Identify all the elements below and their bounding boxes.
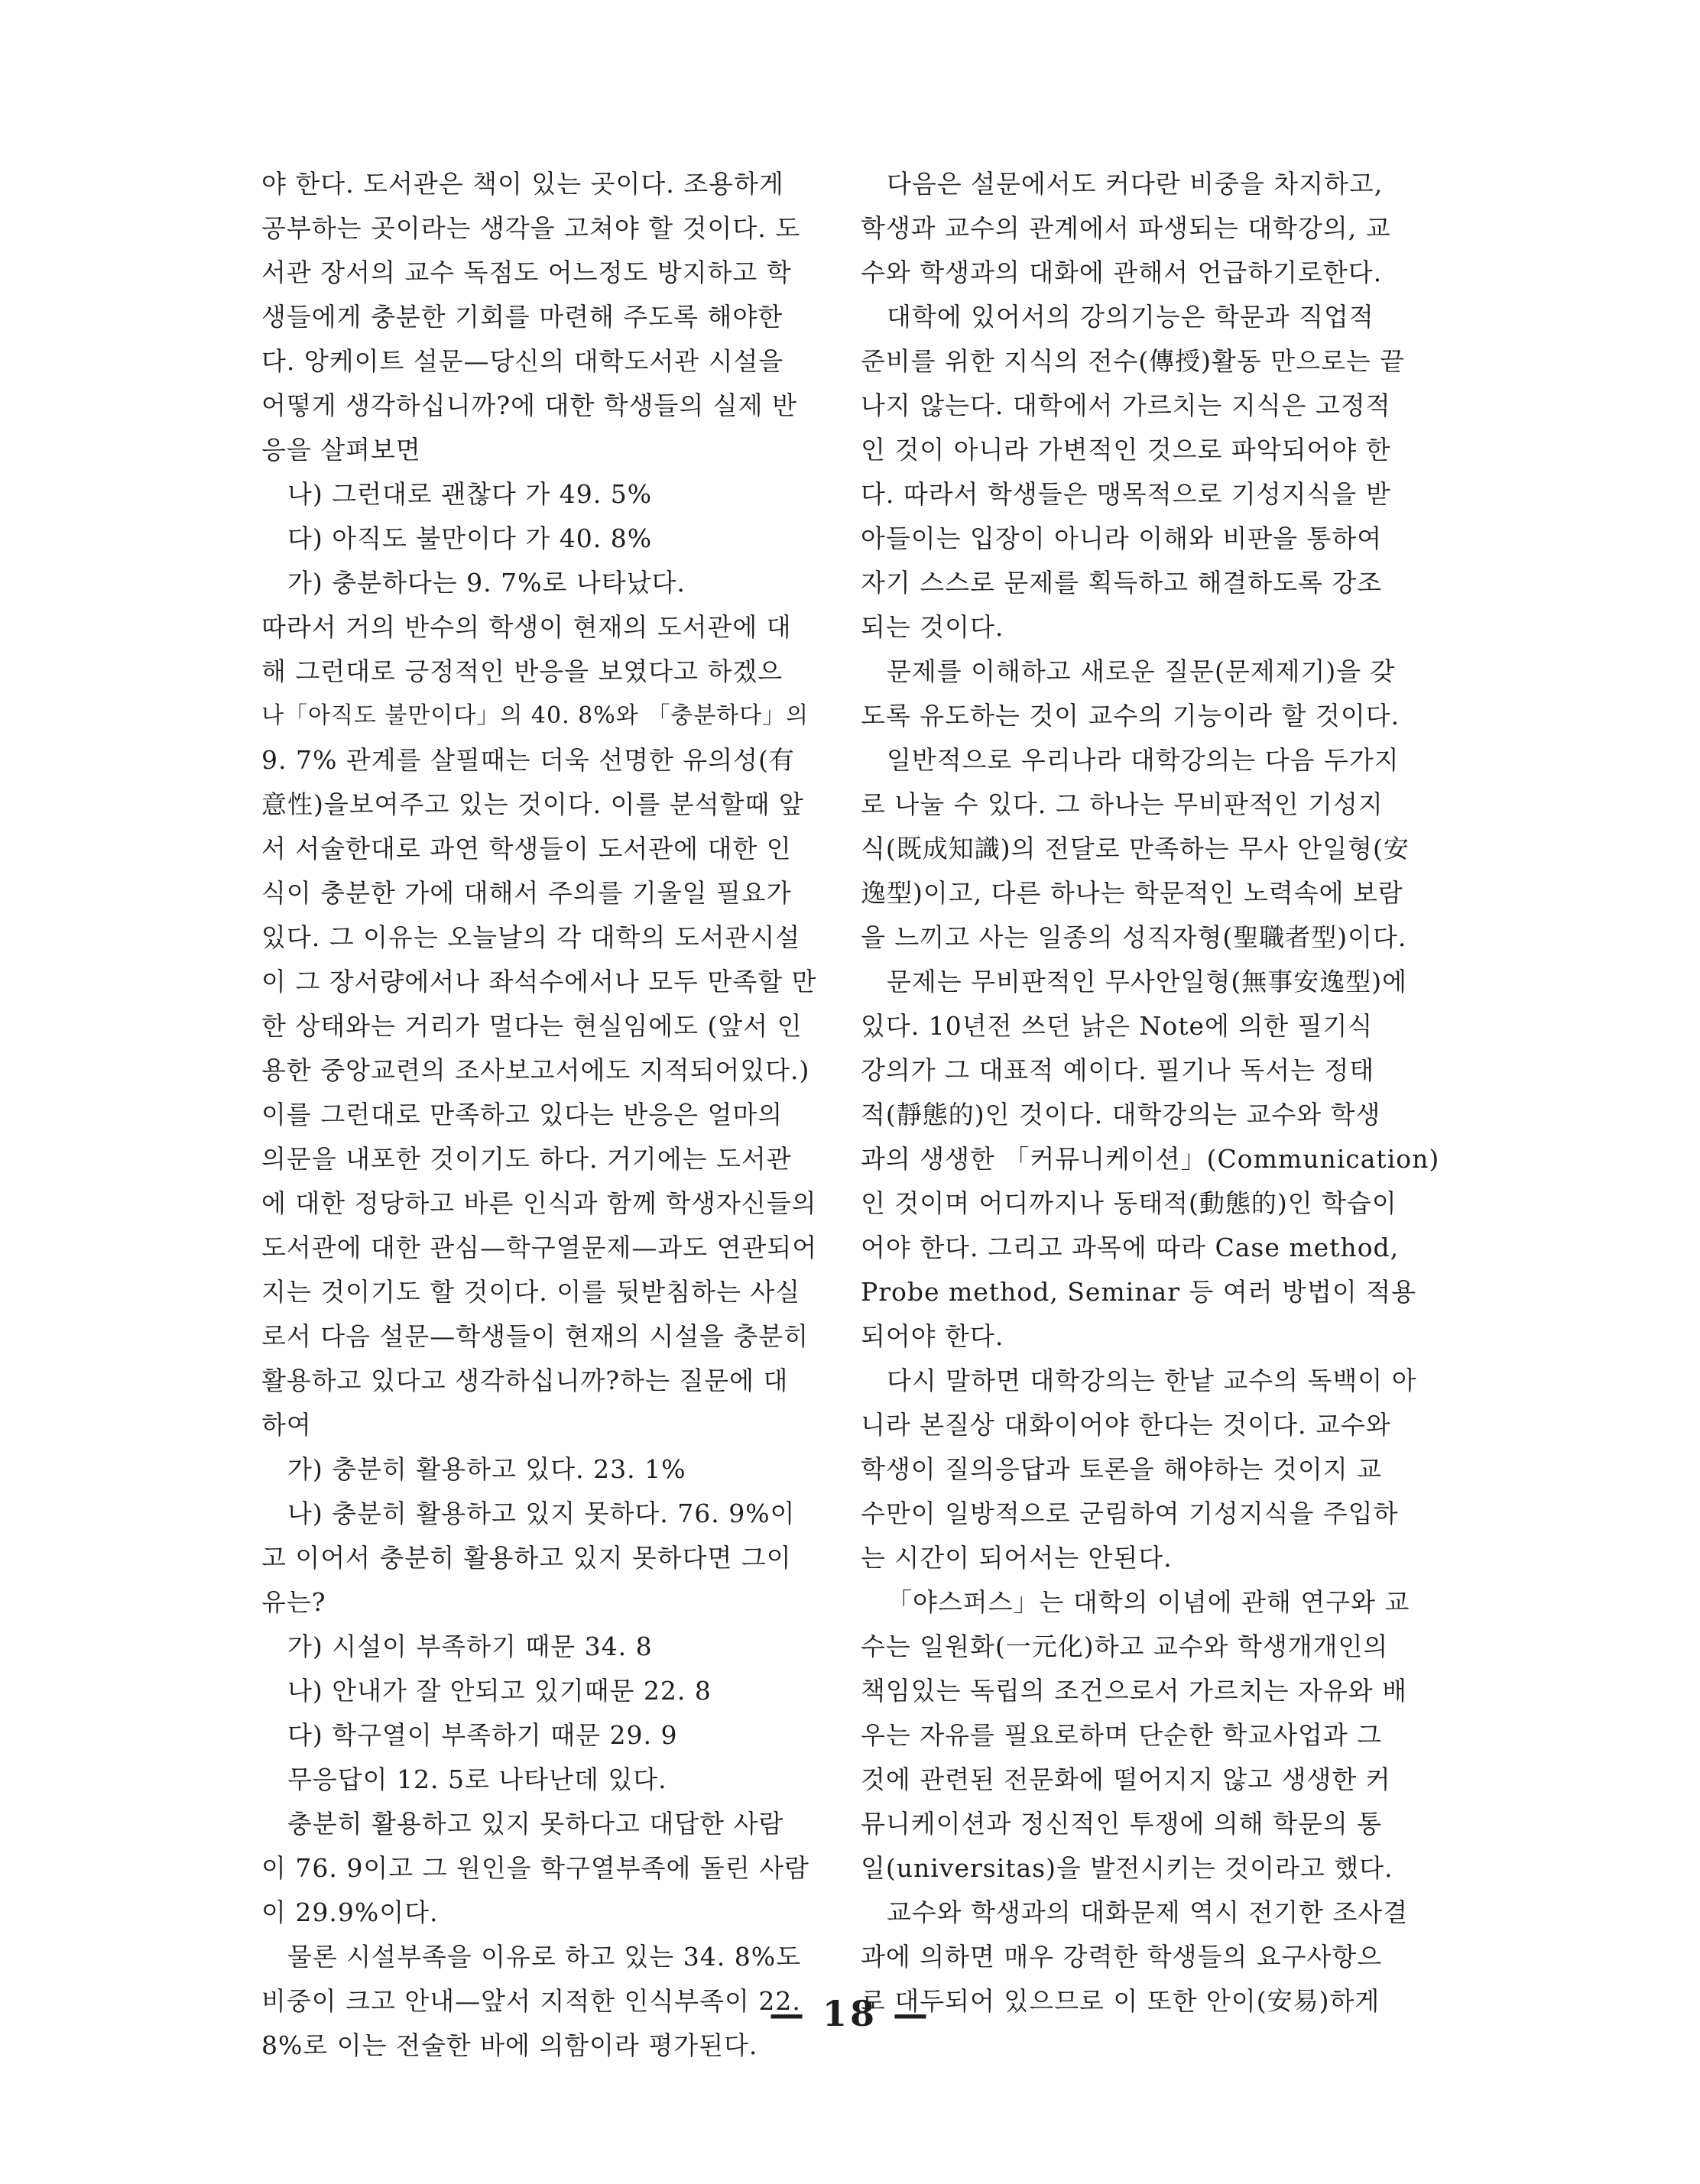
list-item: 다) 학구열이 부족하기 때문 29. 9 [287,1720,678,1750]
text-line: 수는 일원화(一元化)하고 교수와 학생개개인의 [861,1632,1389,1661]
text-line: 을 느끼고 사는 일종의 성직자형(聖職者型)이다. [861,922,1407,952]
text-line: 것에 관련된 전문화에 떨어지지 않고 생생한 커 [861,1764,1391,1794]
text-line: 다. 앙케이트 설문—당신의 대학도서관 시설을 [261,346,784,376]
text-line: 과에 의하면 매우 강력한 학생들의 요구사항으 [861,1942,1383,1972]
list-item: 나) 그런대로 괜찮다 가 49. 5% [287,479,653,509]
text-line: 교수와 학생과의 대화문제 역시 전기한 조사결 [887,1897,1409,1927]
text-line: 일반적으로 우리나라 대학강의는 다음 두가지 [887,745,1400,775]
text-line: 과의 생생한 「커뮤니케이션」(Communication) [861,1144,1440,1174]
text-line: 자기 스스로 문제를 획득하고 해결하도록 강조 [861,568,1383,598]
text-line: 인 것이며 어디까지나 동태적(動態的)인 학습이 [861,1188,1397,1218]
text-line: 다시 말하면 대학강의는 한낱 교수의 독백이 아 [887,1366,1417,1395]
list-item: 가) 시설이 부족하기 때문 34. 8 [287,1632,653,1661]
text-line: 준비를 위한 지식의 전수(傳授)활동 만으로는 끝 [861,346,1406,376]
text-line: 意性)을보여주고 있는 것이다. 이를 분석할때 앞 [261,789,804,819]
text-line: 생들에게 충분한 기회를 마련해 주도록 해야한 [261,302,783,332]
text-line: 식(既成知識)의 전달로 만족하는 무사 안일형(安 [861,834,1410,864]
text-line: 아들이는 입장이 아니라 이해와 비판을 통하여 [861,523,1383,553]
text-line: 우는 자유를 필요로하며 단순한 학교사업과 그 [861,1720,1383,1750]
text-line: 응을 살펴보면 [261,435,421,465]
text-line: 로 나눌 수 있다. 그 하나는 무비판적인 기성지 [861,789,1384,819]
text-line: 되어야 한다. [861,1321,1004,1351]
text-line: Probe method, Seminar 등 여러 방법이 적용 [861,1277,1416,1307]
text-line: 무응답이 12. 5로 나타난데 있다. [287,1764,667,1794]
text-line: 8%로 이는 전술한 바에 의함이라 평가된다. [261,2030,758,2060]
text-line: 공부하는 곳이라는 생각을 고쳐야 할 것이다. 도 [261,213,801,243]
text-line: 일(universitas)을 발전시키는 것이라고 했다. [861,1853,1393,1883]
text-line: 용한 중앙교련의 조사보고서에도 지적되어있다.) [261,1055,810,1085]
text-line: 뮤니케이션과 정신적인 투쟁에 의해 학문의 통 [861,1809,1383,1839]
text-line: 나지 않는다. 대학에서 가르치는 지식은 고정적 [861,390,1391,420]
text-line: 의문을 내포한 것이기도 하다. 거기에는 도서관 [261,1144,792,1174]
text-line: 에 대한 정당하고 바른 인식과 함께 학생자신들의 [261,1188,817,1218]
text-line: 수만이 일방적으로 군림하여 기성지식을 주입하 [861,1499,1399,1528]
text-line: 강의가 그 대표적 예이다. 필기나 독서는 정태 [861,1055,1375,1085]
text-line: 하여 [261,1410,312,1440]
list-item: 다) 아직도 불만이다 가 40. 8% [287,523,653,553]
text-line: 이 76. 9이고 그 원인을 학구열부족에 돌린 사람 [261,1853,809,1883]
text-line: 비중이 크고 안내—앞서 지적한 인식부족이 22. [261,1986,801,2016]
text-line: 책임있는 독립의 조건으로서 가르치는 자유와 배 [861,1676,1408,1706]
text-line: 대학에 있어서의 강의기능은 학문과 직업적 [887,302,1374,332]
text-line: 식이 충분한 가에 대해서 주의를 기울일 필요가 [261,878,792,908]
text-line: 있다. 그 이유는 오늘날의 각 대학의 도서관시설 [261,922,801,952]
page-number: — 18 — [768,1993,932,2034]
text-line: 따라서 거의 반수의 학생이 현재의 도서관에 대 [261,612,792,642]
text-line: 어야 한다. 그리고 과목에 따라 Case method, [861,1233,1400,1262]
text-line: 해 그런대로 긍정적인 반응을 보였다고 하겠으 [261,656,783,686]
text-line: 유는? [261,1587,326,1617]
text-line: 로 대두되어 있으므로 이 또한 안이(安易)하게 [861,1986,1380,2016]
list-item: 가) 충분하다는 9. 7%로 나타났다. [287,568,686,598]
text-line: 도서관에 대한 관심—학구열문제—과도 연관되어 [261,1233,818,1262]
right-column [861,162,1440,2024]
text-line: 다. 따라서 학생들은 맹목적으로 기성지식을 받 [861,479,1391,509]
text-line: 로서 다음 설문—학생들이 현재의 시설을 충분히 [261,1321,809,1351]
text-line: 다음은 설문에서도 커다란 비중을 차지하고, [887,169,1384,199]
text-line: 충분히 활용하고 있지 못하다고 대답한 사람 [287,1809,784,1839]
left-column [261,162,818,2068]
text-line: 문제를 이해하고 새로운 질문(문제제기)을 갖 [887,656,1396,686]
text-line: 인 것이 아니라 가변적인 것으로 파악되어야 한 [861,435,1391,465]
text-line: 지는 것이기도 할 것이다. 이를 뒷받침하는 사실 [261,1277,801,1307]
text-line: 고 이어서 충분히 활용하고 있지 못하다면 그이 [261,1543,792,1573]
text-line: 수와 학생과의 대화에 관해서 언급하기로한다. [861,258,1383,287]
text-line: 逸型)이고, 다른 하나는 학문적인 노력속에 보람 [861,878,1403,908]
list-item: 나) 안내가 잘 안되고 있기때문 22. 8 [287,1676,712,1706]
text-line: 9. 7% 관계를 살필때는 더욱 선명한 유의성(有 [261,745,795,775]
text-line: 서관 장서의 교수 독점도 어느정도 방지하고 학 [261,258,792,287]
text-line: 물론 시설부족을 이유로 하고 있는 34. 8%도 [287,1942,801,1972]
text-line: 는 시간이 되어서는 안된다. [861,1543,1173,1573]
text-line: 학생이 질의응답과 토론을 해야하는 것이지 교 [861,1454,1383,1484]
list-item: 가) 충분히 활용하고 있다. 23. 1% [287,1454,686,1484]
text-line: 이 29.9%이다. [261,1897,439,1927]
list-item: 나) 충분히 활용하고 있지 못하다. 76. 9%이 [287,1499,796,1528]
text-line: 이를 그런대로 만족하고 있다는 반응은 얼마의 [261,1100,783,1129]
text-line: 적(靜態的)인 것이다. 대학강의는 교수와 학생 [861,1100,1381,1129]
text-line: 학생과 교수의 관계에서 파생되는 대학강의, 교 [861,213,1391,243]
text-line: 도록 유도하는 것이 교수의 기능이라 할 것이다. [861,701,1400,731]
text-line: 있다. 10년전 쓰던 낡은 Note에 의한 필기식 [861,1011,1374,1041]
text-line: 야 한다. 도서관은 책이 있는 곳이다. 조용하게 [261,169,784,199]
text-line: 니라 본질상 대화이어야 한다는 것이다. 교수와 [861,1410,1391,1440]
text-line: 활용하고 있다고 생각하십니까?하는 질문에 대 [261,1366,789,1395]
text-line: 문제는 무비판적인 무사안일형(無事安逸型)에 [887,967,1408,996]
text-line: 「야스퍼스」는 대학의 이념에 관해 연구와 교 [887,1587,1410,1617]
text-line: 서 서술한대로 과연 학생들이 도서관에 대한 인 [261,834,792,864]
text-line: 이 그 장서량에서나 좌석수에서나 모두 만족할 만 [261,967,817,996]
text-line: 되는 것이다. [861,612,1004,642]
text-line: 어떻게 생각하십니까?에 대한 학생들의 실제 반 [261,390,797,420]
text-line: 한 상태와는 거리가 멀다는 현실임에도 (앞서 인 [261,1011,803,1041]
text-line: 나「아직도 불만이다」의 40. 8%와 「충분하다」의 [261,702,809,729]
